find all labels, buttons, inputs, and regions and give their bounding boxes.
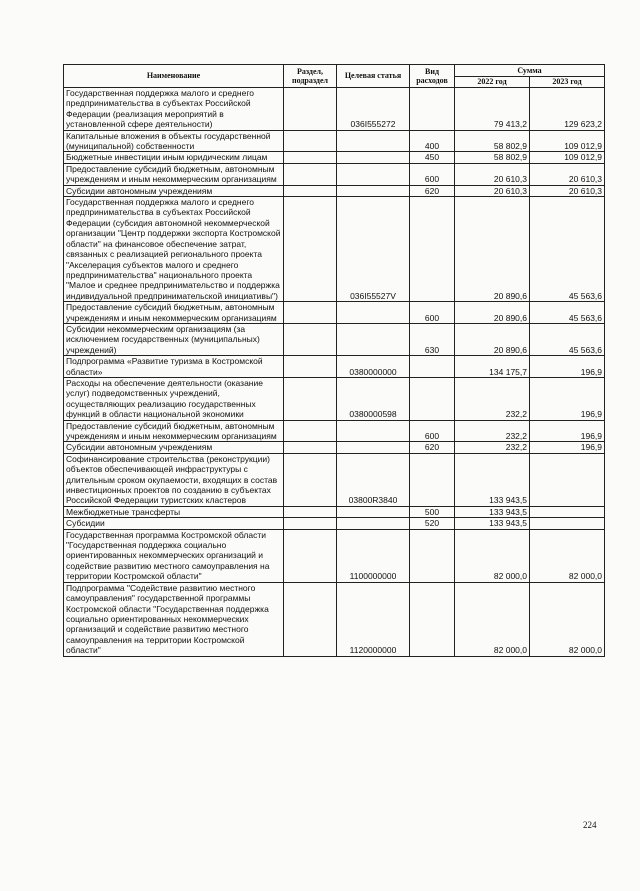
cell-2022: 232,2 — [455, 377, 530, 420]
cell-type — [410, 356, 455, 378]
table-row — [64, 197, 605, 302]
cell-2022: 232,2 — [455, 420, 530, 442]
header-name: Наименование — [64, 65, 284, 88]
cell-2022: 133 943,5 — [455, 453, 530, 506]
cell-type — [410, 582, 455, 656]
cell-type — [410, 88, 455, 131]
cell-name: Государственная поддержка малого и среднего предпринимательства в субъектах Российской Федерации (субсидия автономной некоммерческой организации "Центр поддержки экспорта Костромской области" на финансовое обеспечение затрат, связанных с реализацией регионального проекта "Акселерация субъектов малого и среднего предпринимательства" национального проекта "Малое и среднее предпринимательство и поддержка индивидуальной предпринимательской инициативы") — [64, 197, 284, 302]
cell-2022: 20 890,6 — [455, 302, 530, 324]
cell-section — [284, 506, 337, 517]
table-row — [64, 302, 605, 324]
cell-2023: 196,9 — [530, 420, 605, 442]
table-row — [64, 163, 605, 185]
cell-name: Бюджетные инвестиции иным юридическим лицам — [64, 152, 284, 163]
cell-section — [284, 356, 337, 378]
cell-2023 — [530, 506, 605, 517]
table-row — [64, 377, 605, 420]
cell-type: 600 — [410, 302, 455, 324]
cell-type — [410, 453, 455, 506]
header-year-2023: 2023 год — [530, 76, 605, 88]
cell-article: 036I55527V — [337, 197, 410, 302]
cell-type: 520 — [410, 518, 455, 529]
cell-section — [284, 323, 337, 355]
cell-2023: 196,9 — [530, 442, 605, 453]
cell-type: 620 — [410, 185, 455, 196]
cell-2023: 196,9 — [530, 377, 605, 420]
cell-article: 03800R3840 — [337, 453, 410, 506]
cell-2022: 20 610,3 — [455, 163, 530, 185]
cell-name: Субсидии — [64, 518, 284, 529]
cell-article — [337, 130, 410, 152]
cell-article: 1120000000 — [337, 582, 410, 656]
table-row — [64, 323, 605, 355]
cell-type: 600 — [410, 163, 455, 185]
table-body — [64, 88, 605, 657]
cell-name: Предоставление субсидий бюджетным, автономным учреждениям и иным некоммерческим организациям — [64, 163, 284, 185]
cell-article: 036I555272 — [337, 88, 410, 131]
table-header-row — [64, 65, 605, 77]
cell-section — [284, 197, 337, 302]
cell-2023: 45 563,6 — [530, 323, 605, 355]
cell-2022: 82 000,0 — [455, 529, 530, 582]
cell-name: Расходы на обеспечение деятельности (оказание услуг) подведомственных учреждений, осуществляющих реализацию государственных функций в области национальной экономики — [64, 377, 284, 420]
cell-2023: 20 610,3 — [530, 163, 605, 185]
table-row — [64, 152, 605, 163]
cell-2022: 20 890,6 — [455, 197, 530, 302]
cell-section — [284, 442, 337, 453]
cell-2022: 133 943,5 — [455, 506, 530, 517]
cell-type: 600 — [410, 420, 455, 442]
cell-article — [337, 442, 410, 453]
cell-article: 0380000000 — [337, 356, 410, 378]
cell-article — [337, 420, 410, 442]
cell-name: Софинансирование строительства (реконструкции) объектов обеспечивающей инфраструктуры с длительным сроком окупаемости, входящих в состав инвестиционных проектов по созданию в субъектах Российской Федерации туристских кластеров — [64, 453, 284, 506]
cell-section — [284, 88, 337, 131]
cell-2023: 109 012,9 — [530, 152, 605, 163]
cell-article — [337, 302, 410, 324]
cell-2023: 45 563,6 — [530, 197, 605, 302]
cell-2022: 134 175,7 — [455, 356, 530, 378]
cell-2022: 133 943,5 — [455, 518, 530, 529]
cell-article — [337, 163, 410, 185]
header-sum: Сумма — [455, 65, 605, 77]
cell-section — [284, 420, 337, 442]
cell-name: Субсидии автономным учреждениям — [64, 185, 284, 196]
cell-2023: 109 012,9 — [530, 130, 605, 152]
cell-2022: 20 890,6 — [455, 323, 530, 355]
table-row — [64, 529, 605, 582]
cell-article — [337, 506, 410, 517]
cell-name: Межбюджетные трансферты — [64, 506, 284, 517]
cell-type: 400 — [410, 130, 455, 152]
cell-section — [284, 518, 337, 529]
header-section: Раздел, подраздел — [284, 65, 337, 88]
cell-article: 1100000000 — [337, 529, 410, 582]
table-row — [64, 130, 605, 152]
table-row — [64, 442, 605, 453]
cell-name: Предоставление субсидий бюджетным, автономным учреждениям и иным некоммерческим организациям — [64, 420, 284, 442]
cell-name: Государственная поддержка малого и среднего предпринимательства в субъектах Российской Федерации (реализация мероприятий в установленной сфере деятельности) — [64, 88, 284, 131]
cell-2023 — [530, 518, 605, 529]
cell-2023: 20 610,3 — [530, 185, 605, 196]
cell-name: Капитальные вложения в объекты государственной (муниципальной) собственности — [64, 130, 284, 152]
cell-type — [410, 377, 455, 420]
cell-2023: 82 000,0 — [530, 529, 605, 582]
cell-section — [284, 152, 337, 163]
header-article: Целевая статья — [337, 65, 410, 88]
cell-2023: 45 563,6 — [530, 302, 605, 324]
cell-article — [337, 518, 410, 529]
cell-section — [284, 185, 337, 196]
cell-section — [284, 377, 337, 420]
header-expense-type: Вид расходов — [410, 65, 455, 88]
cell-section — [284, 582, 337, 656]
cell-2022: 82 000,0 — [455, 582, 530, 656]
table-row — [64, 506, 605, 517]
table-row — [64, 420, 605, 442]
cell-name: Государственная программа Костромской области "Государственная поддержка социально ориентированных некоммерческих организаций и содействие развитию местного самоуправления на территории Костромской области" — [64, 529, 284, 582]
cell-type: 500 — [410, 506, 455, 517]
cell-name: Субсидии некоммерческим организациям (за исключением государственных (муниципальных) учреждений) — [64, 323, 284, 355]
cell-article: 0380000598 — [337, 377, 410, 420]
cell-2022: 232,2 — [455, 442, 530, 453]
cell-2022: 79 413,2 — [455, 88, 530, 131]
cell-section — [284, 302, 337, 324]
table-row — [64, 518, 605, 529]
cell-name: Подпрограмма "Содействие развитию местного самоуправления" государственной программы Костромской области "Государственная поддержка социально ориентированных некоммерческих организаций и содействие развитию местного самоуправления на территории Костромской области" — [64, 582, 284, 656]
cell-type: 450 — [410, 152, 455, 163]
cell-2022: 58 802,9 — [455, 130, 530, 152]
table-row — [64, 185, 605, 196]
cell-2023: 129 623,2 — [530, 88, 605, 131]
cell-article — [337, 323, 410, 355]
page-number: 224 — [583, 820, 597, 830]
cell-article — [337, 152, 410, 163]
cell-2023: 196,9 — [530, 356, 605, 378]
cell-2022: 20 610,3 — [455, 185, 530, 196]
cell-name: Предоставление субсидий бюджетным, автономным учреждениям и иным некоммерческим организациям — [64, 302, 284, 324]
cell-2022: 58 802,9 — [455, 152, 530, 163]
cell-section — [284, 529, 337, 582]
cell-section — [284, 130, 337, 152]
cell-name: Подпрограмма «Развитие туризма в Костромской области» — [64, 356, 284, 378]
table-row — [64, 356, 605, 378]
budget-table — [63, 64, 605, 657]
cell-section — [284, 453, 337, 506]
cell-type — [410, 529, 455, 582]
cell-2023: 82 000,0 — [530, 582, 605, 656]
table-row — [64, 88, 605, 131]
cell-type: 620 — [410, 442, 455, 453]
cell-type — [410, 197, 455, 302]
cell-article — [337, 185, 410, 196]
table-row — [64, 582, 605, 656]
header-year-2022: 2022 год — [455, 76, 530, 88]
cell-type: 630 — [410, 323, 455, 355]
cell-name: Субсидии автономным учреждениям — [64, 442, 284, 453]
table-row — [64, 453, 605, 506]
cell-section — [284, 163, 337, 185]
cell-2023 — [530, 453, 605, 506]
